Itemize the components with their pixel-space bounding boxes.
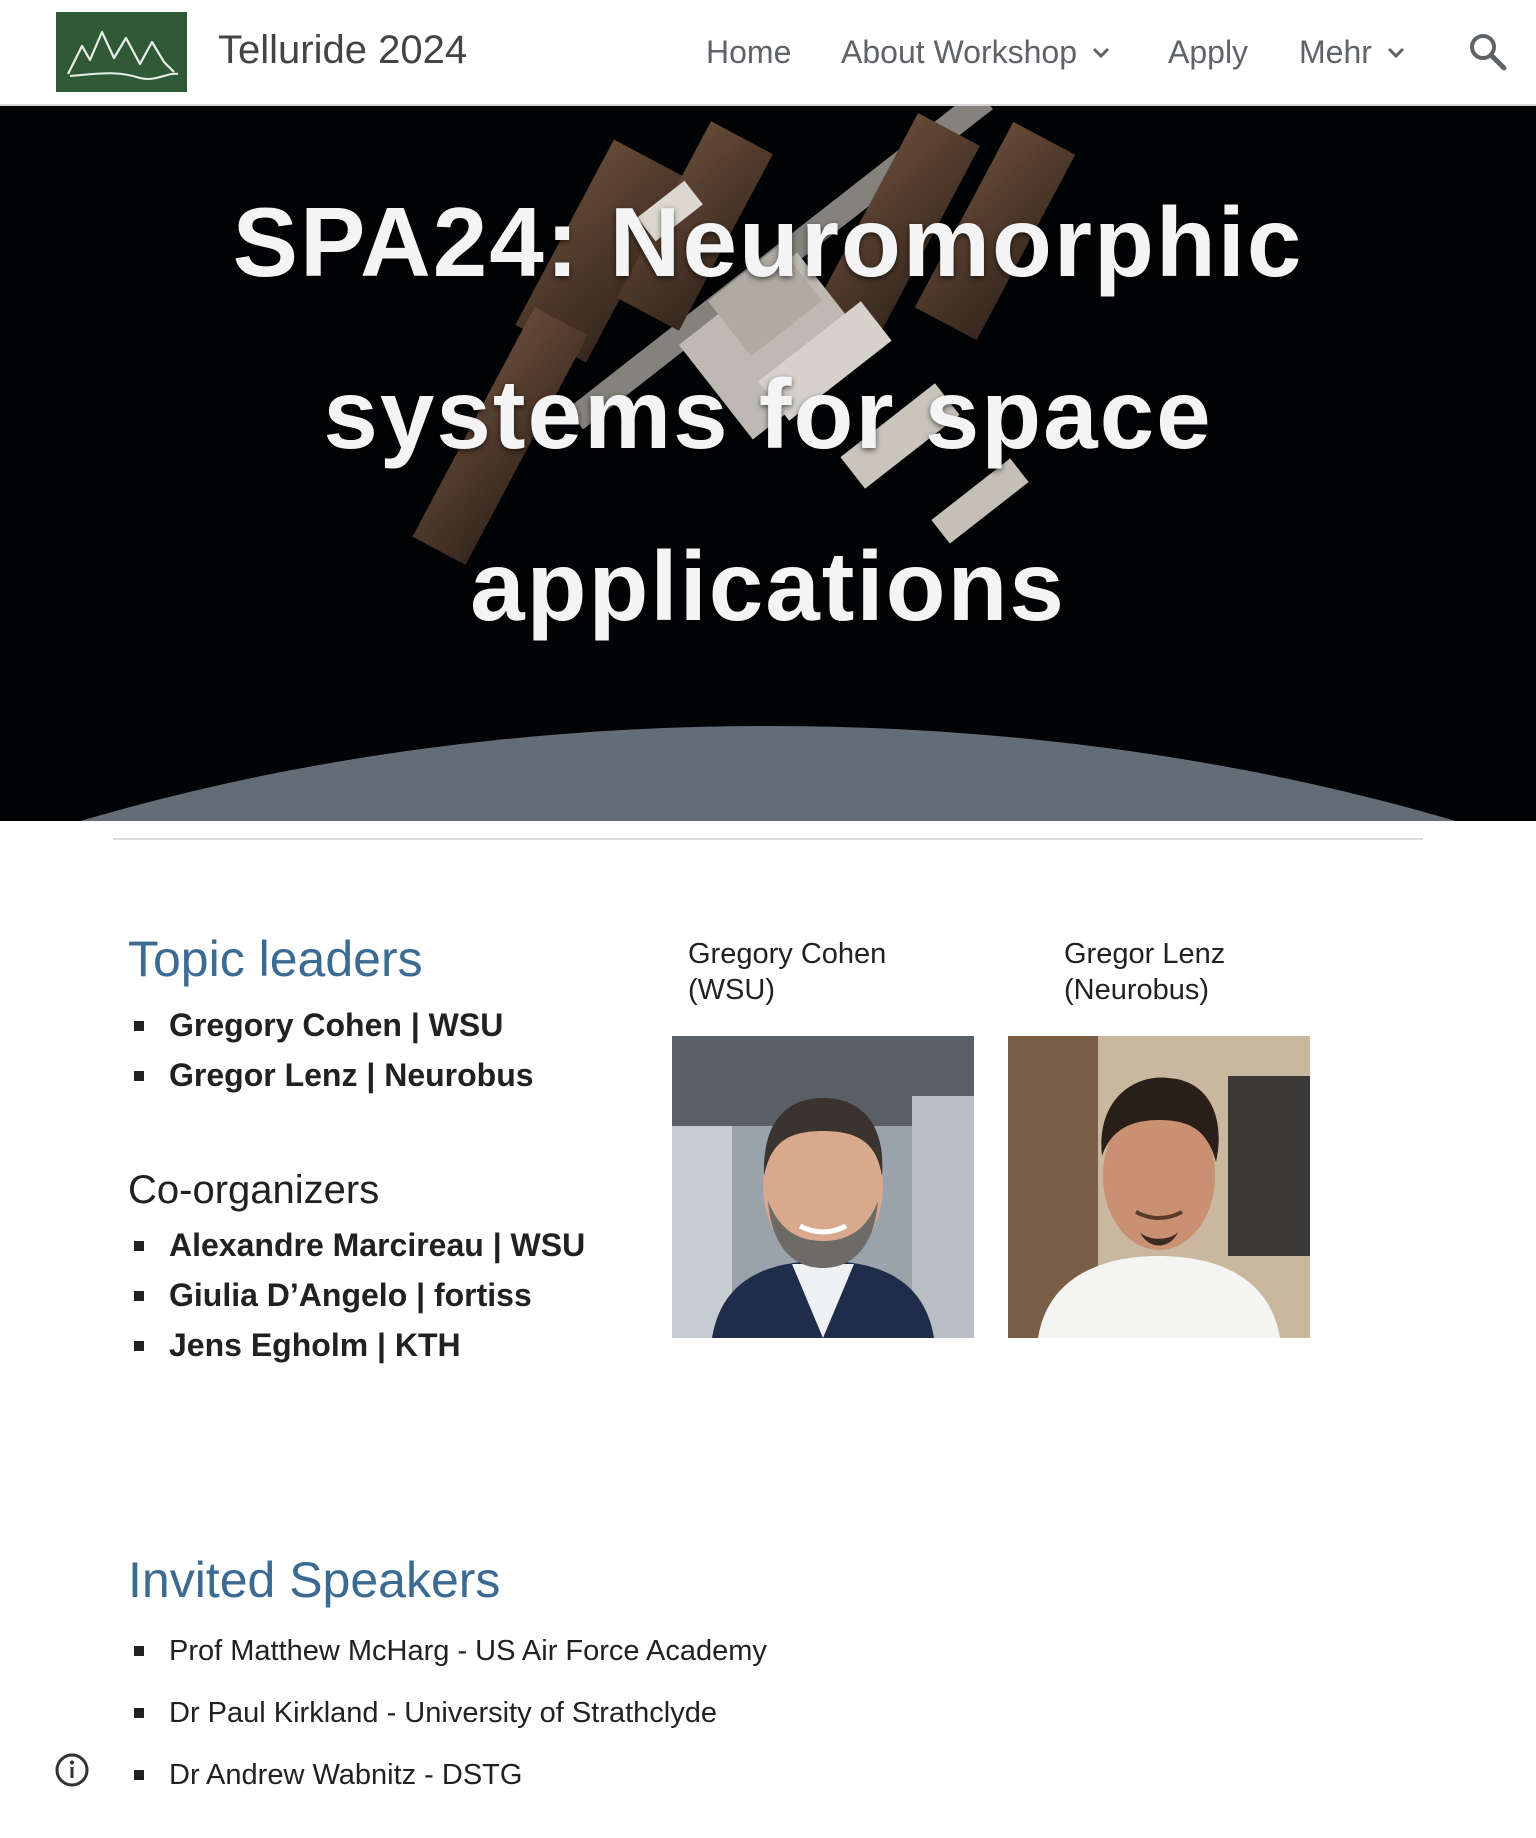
site-logo[interactable] [56, 12, 187, 92]
speaker-name: Dr Andrew Wabnitz - DSTG [169, 1759, 523, 1791]
section-divider [113, 838, 1423, 840]
list-item [132, 1003, 534, 1053]
list-item [132, 1223, 585, 1273]
nav-about-workshop[interactable] [841, 34, 1113, 71]
bullet-icon [134, 1646, 144, 1656]
list-item [132, 1053, 534, 1103]
co-organizer-name: Jens Egholm | KTH [169, 1327, 461, 1363]
nav-home-label: Home [706, 34, 792, 70]
bullet-icon [134, 1770, 144, 1780]
speaker-name: Prof Matthew McHarg - US Air Force Academy [169, 1635, 767, 1667]
bullet-icon [134, 1341, 144, 1351]
mountain-logo-icon [56, 12, 187, 92]
search-icon[interactable] [1466, 30, 1510, 74]
photo-caption-name: Gregory Cohen [688, 938, 887, 970]
hero-title: SPA24: Neuromorphic systems for space applications [232, 187, 1304, 641]
invited-speakers-heading: Invited Speakers [128, 1552, 501, 1608]
photo-caption-name: Gregor Lenz [1064, 938, 1226, 970]
bullet-icon [134, 1291, 144, 1301]
portrait-image [1008, 1036, 1310, 1338]
hero-banner [0, 106, 1536, 821]
bullet-icon [134, 1708, 144, 1718]
site-title[interactable]: Telluride 2024 [218, 28, 468, 72]
bullet-icon [134, 1071, 144, 1081]
site-header [0, 0, 1536, 106]
bullet-icon [134, 1241, 144, 1251]
invited-speakers-list [132, 1630, 767, 1816]
nav-about-workshop-label: About Workshop [841, 34, 1077, 70]
portrait-image [672, 1036, 974, 1338]
gregory-cohen-photo [672, 1036, 974, 1338]
speaker-name: Dr Paul Kirkland - University of Strathclyde [169, 1697, 717, 1729]
list-item [132, 1273, 585, 1323]
nav-mehr-label: Mehr [1299, 34, 1372, 70]
bullet-icon [134, 1021, 144, 1031]
co-organizers-heading: Co-organizers [128, 1168, 380, 1212]
list-item [132, 1323, 585, 1373]
topic-leader-name: Gregory Cohen | WSU [169, 1007, 504, 1043]
nav-home[interactable] [706, 34, 791, 71]
topic-leaders-heading: Topic leaders [128, 931, 423, 987]
photo-caption-affiliation: (WSU) [688, 974, 775, 1006]
photo-caption-lenz [1064, 936, 1225, 1008]
co-organizers-list [132, 1223, 585, 1373]
list-item [132, 1692, 767, 1754]
photo-caption-cohen [688, 936, 886, 1008]
chevron-down-icon[interactable] [1384, 41, 1408, 65]
topic-leaders-list [132, 1003, 534, 1103]
co-organizer-name: Giulia D’Angelo | fortiss [169, 1277, 532, 1313]
info-icon[interactable] [54, 1752, 90, 1788]
list-item [132, 1630, 767, 1692]
photo-caption-affiliation: (Neurobus) [1064, 974, 1210, 1006]
chevron-down-icon[interactable] [1089, 41, 1113, 65]
nav-mehr[interactable] [1299, 34, 1408, 71]
list-item [132, 1754, 767, 1816]
co-organizer-name: Alexandre Marcireau | WSU [169, 1227, 586, 1263]
topic-leader-name: Gregor Lenz | Neurobus [169, 1057, 534, 1093]
nav-apply-label: Apply [1168, 34, 1249, 70]
gregor-lenz-photo [1008, 1036, 1310, 1338]
nav-apply[interactable] [1168, 34, 1248, 71]
